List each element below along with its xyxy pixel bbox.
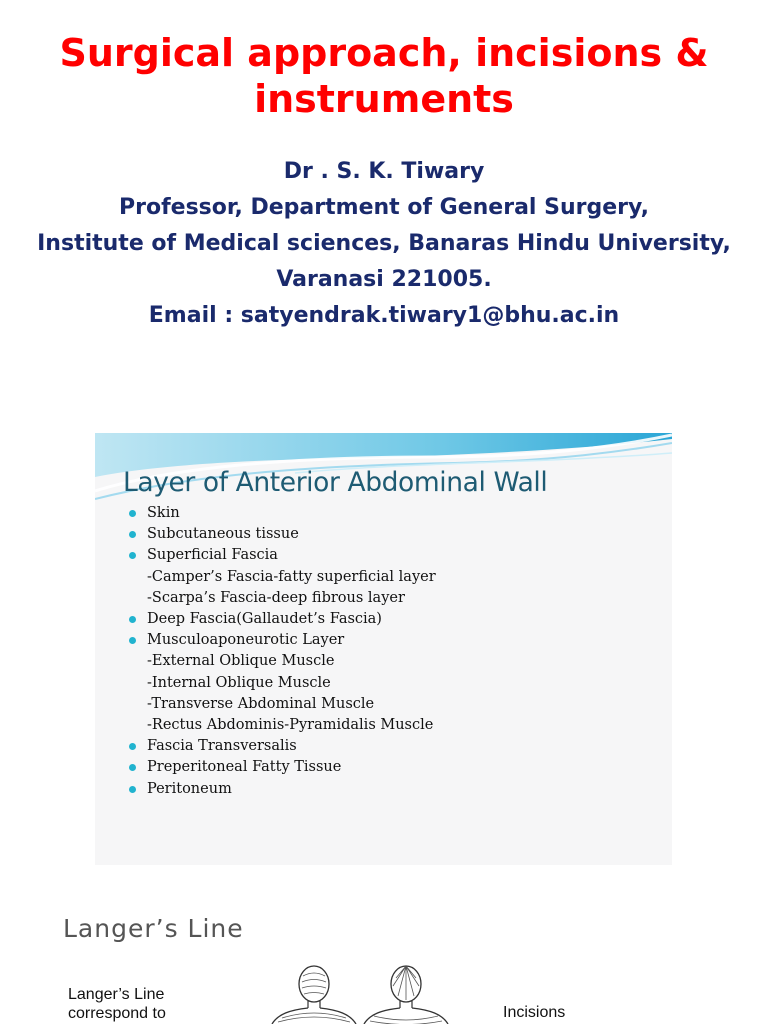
- author-name: Dr . S. K. Tiwary: [283, 159, 485, 184]
- author-email: Email : satyendrak.tiwary1@bhu.ac.in: [148, 303, 620, 328]
- list-item: Superficial Fascia: [129, 545, 436, 566]
- layer-list: [129, 503, 436, 800]
- slide-title: Layer of Anterior Abdominal Wall: [123, 467, 548, 498]
- list-item: -Transverse Abdominal Muscle: [147, 695, 375, 712]
- list-item: Preperitoneal Fatty Tissue: [129, 757, 436, 778]
- langer-note-line: correspond to: [68, 1005, 166, 1022]
- author-city: Varanasi 221005.: [276, 267, 492, 292]
- list-item: Musculoaponeurotic Layer: [129, 630, 436, 651]
- list-item: Peritoneum: [129, 779, 436, 800]
- langer-note-line: Langer’s Line: [68, 986, 165, 1003]
- list-item: -Rectus Abdominis-Pyramidalis Muscle: [147, 717, 434, 734]
- langer-note: [68, 985, 166, 1023]
- langer-heading: Langer’s Line: [63, 914, 244, 943]
- body-figure-front: [268, 964, 360, 1024]
- body-figure-back: [360, 964, 452, 1024]
- author-block: [20, 158, 748, 329]
- page-title: Surgical approach, incisions & instruments: [59, 31, 709, 121]
- list-item: Skin: [129, 503, 436, 524]
- list-item: Subcutaneous tissue: [129, 524, 436, 545]
- abdominal-wall-slide: [95, 433, 672, 865]
- list-item: Deep Fascia(Gallaudet’s Fascia): [129, 609, 436, 630]
- list-item: -Camper’s Fascia-fatty superficial layer: [147, 568, 436, 585]
- author-position: Professor, Department of General Surgery,: [118, 195, 649, 220]
- list-item: Fascia Transversalis: [129, 736, 436, 757]
- author-institute: Institute of Medical sciences, Banaras Hindu University,: [37, 231, 731, 256]
- list-item: -Scarpa’s Fascia-deep fibrous layer: [147, 589, 405, 606]
- incisions-label: Incisions: [503, 1004, 566, 1021]
- list-item: -Internal Oblique Muscle: [147, 674, 331, 691]
- list-item: -External Oblique Muscle: [147, 653, 335, 670]
